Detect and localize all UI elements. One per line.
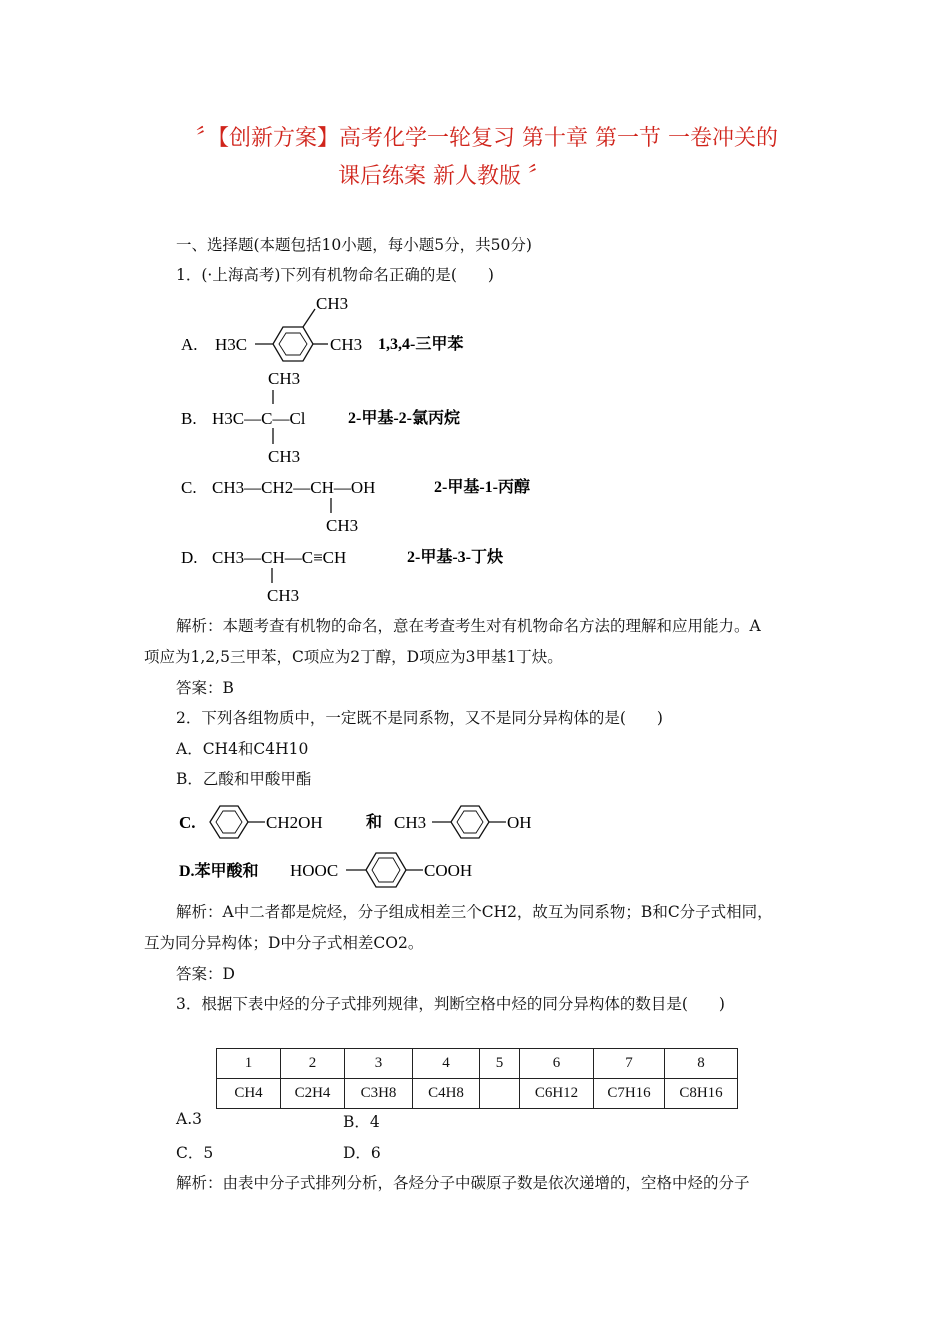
q1-analysis-line1: 解析：本题考查有机物的命名，意在考查考生对有机物命名方法的理解和应用能力。A	[176, 617, 761, 635]
q1-stem: 1．(·上海高考)下列有机物命名正确的是( )	[176, 266, 494, 284]
table-cell: C6H12	[520, 1079, 594, 1109]
table-cell: C2H4	[281, 1079, 345, 1109]
q1-a-left-group: H3C	[215, 335, 248, 354]
q1-b-label: B.	[181, 409, 197, 428]
q2-stem: 2．下列各组物质中，一定既不是同系物，又不是同分异构体的是( )	[176, 709, 663, 727]
q2-option-b: B．乙酸和甲酸甲酯	[176, 770, 312, 788]
q3-option-c: C．5	[176, 1144, 214, 1162]
page-title-line2: 课后练案 新人教版 〞	[338, 164, 550, 189]
table-header-cell: 4	[413, 1049, 480, 1079]
q1-c-name: 2-甲基-1-丙醇	[434, 479, 530, 496]
q1-d-bottom: CH3	[267, 586, 300, 605]
q2-analysis-line1: 解析：A中二者都是烷烃，分子组成相差三个CH2，故互为同系物；B和C分子式相同，	[176, 903, 773, 921]
table-cell: C4H8	[413, 1079, 480, 1109]
q1-c-main: CH3—CH2—CH—OH	[212, 478, 376, 497]
q1-option-d-structure	[170, 540, 550, 610]
q1-c-bottom: CH3	[326, 516, 359, 535]
q2-c-label: C.	[179, 813, 196, 832]
q2-option-d-structure	[170, 846, 590, 894]
q3-option-b: B．4	[343, 1113, 380, 1131]
q2-d-label: D.苯甲酸和	[179, 863, 259, 880]
table-cell: C7H16	[594, 1079, 665, 1109]
q1-b-main: H3C—C—Cl	[212, 409, 306, 428]
table-cell: CH4	[217, 1079, 281, 1109]
q1-a-label: A.	[181, 335, 198, 354]
q1-c-label: C.	[181, 478, 197, 497]
table-header-cell: 5	[480, 1049, 520, 1079]
q2-answer: 答案：D	[176, 965, 235, 983]
table-header-cell: 3	[345, 1049, 413, 1079]
page-title-line1: 〞【创新方案】高考化学一轮复习 第十章 第一节 一卷冲关的	[196, 126, 778, 151]
q2-option-c-structure	[170, 798, 590, 846]
table-header-cell: 2	[281, 1049, 345, 1079]
q1-d-name: 2-甲基-3-丁炔	[407, 549, 503, 566]
q3-option-d: D．6	[343, 1144, 381, 1162]
q2-option-a: A．CH4和C4H10	[176, 740, 309, 758]
q1-answer: 答案：B	[176, 679, 234, 697]
q3-formula-table	[216, 1048, 738, 1109]
q1-d-main: CH3—CH—C≡CH	[212, 548, 347, 567]
q1-option-b-structure	[170, 366, 530, 474]
section-heading: 一、选择题(本题包括10小题，每小题5分，共50分)	[176, 236, 532, 254]
q1-option-c-structure	[170, 470, 590, 540]
q3-analysis-line1: 解析：由表中分子式排列分析，各烃分子中碳原子数是依次递增的，空格中烃的分子	[176, 1174, 750, 1192]
table-row	[217, 1079, 738, 1109]
q1-a-top-group: CH3	[316, 294, 349, 313]
q3-option-a: A.3	[176, 1110, 202, 1128]
table-header-cell: 1	[217, 1049, 281, 1079]
table-header-row	[217, 1049, 738, 1079]
q1-b-name: 2-甲基-2-氯丙烷	[348, 410, 460, 427]
q1-analysis-line2: 项应为1,2,5三甲苯，C项应为2丁醇，D项应为3甲基1丁炔。	[144, 648, 563, 666]
table-cell: C3H8	[345, 1079, 413, 1109]
table-header-cell: 7	[594, 1049, 665, 1079]
q2-c-group3: OH	[507, 813, 532, 832]
table-header-cell: 8	[665, 1049, 738, 1079]
q1-a-name: 1,3,4-三甲苯	[378, 336, 464, 353]
q2-d-group2: COOH	[424, 861, 473, 880]
q2-c-group2: CH3	[394, 813, 427, 832]
q1-b-top: CH3	[268, 369, 301, 388]
q3-stem: 3．根据下表中烃的分子式排列规律，判断空格中烃的同分异构体的数目是( )	[176, 995, 725, 1013]
q1-option-a-structure	[170, 288, 530, 368]
table-cell	[480, 1079, 520, 1109]
q1-a-right-group: CH3	[330, 335, 363, 354]
q1-b-bottom: CH3	[268, 447, 301, 466]
table-header-cell: 6	[520, 1049, 594, 1079]
q2-c-conj: 和	[366, 814, 383, 831]
table-cell: C8H16	[665, 1079, 738, 1109]
q2-analysis-line2: 互为同分异构体；D中分子式相差CO2。	[144, 934, 424, 952]
q2-d-group1: HOOC	[290, 861, 339, 880]
q2-c-group1: CH2OH	[266, 813, 323, 832]
q1-d-label: D.	[181, 548, 198, 567]
